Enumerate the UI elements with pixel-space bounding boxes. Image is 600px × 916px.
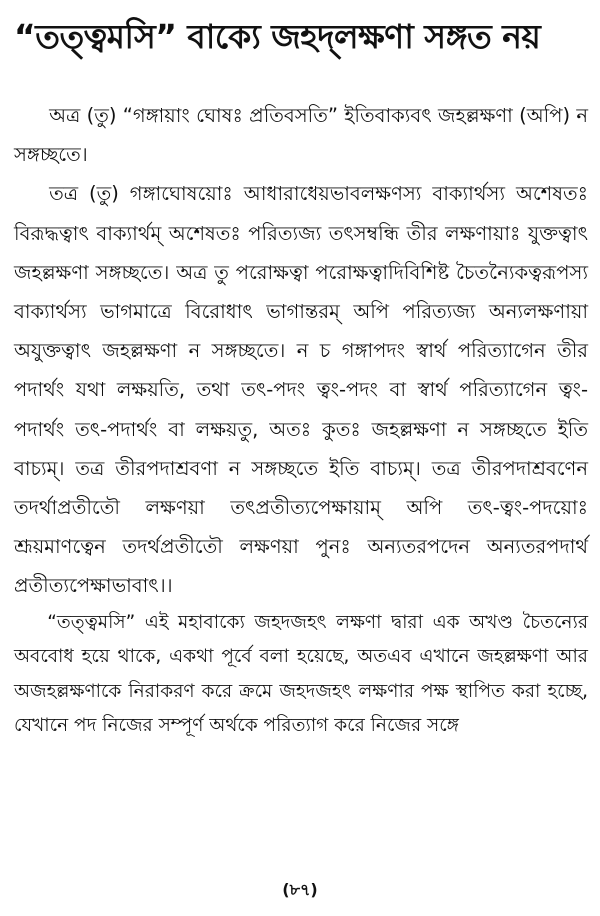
page-title: “তত্ত্বমসি” বাক্যে জহদ্‌লক্ষণা সঙ্গত নয় xyxy=(14,17,541,56)
page-number: (৮৭) xyxy=(282,880,318,899)
body-text xyxy=(14,96,588,744)
paragraph-1: অত্র (তু) “গঙ্গায়াং ঘোষঃ প্রতিবসতি” ইতিবাক্যবৎ জহল্লক্ষণা (অপি) ন সঙ্গচ্ছতে। xyxy=(14,104,588,167)
paragraph-3: “তত্ত্বমসি” এই মহাবাক্যে জহদজহৎ লক্ষণা দ্বারা এক অখণ্ড চৈতন্যের অববোধ হয়ে থাকে, একথা পূর্বে বলা হয়েছে, অতএব এখানে জহল্লক্ষণা আর অজহল্লক্ষণাকে নিরাকরণ করে ক্রমে জহদজহৎ লক্ষণার পক্ষ স্থাপিত করা হচ্ছে, যেখানে পদ নিজের সম্পূর্ণ অর্থকে পরিত্যাগ করে নিজের সঙ্গে xyxy=(14,611,588,737)
paragraph-2: তত্র (তু) গঙ্গাঘোষয়োঃ আধারাধেয়ভাবলক্ষণস্য বাক্যার্থস্য অশেষতঃ বিরূদ্ধত্বাৎ বাক্যার্থম্‌ অশেষতঃ পরিত্যজ্য তৎসম্বন্ধি তীর লক্ষণায়াঃ যুক্তত্বাৎ জহল্লক্ষণা সঙ্গচ্ছতে। অত্র তু পরোক্ষত্বা পরোক্ষত্বাদিবিশিষ্ট চৈতন্যৈকত্বরূপস্য বাক্যার্থস্য ভাগমাত্রে বিরোধাৎ ভাগান্তরম্‌ অপি পরিত্যজ্য অন্যলক্ষণায়া অযুক্তত্বাৎ জহল্লক্ষণা ন সঙ্গচ্ছতে। ন চ গঙ্গাপদং স্বার্থ পরিত্যাগেন তীর পদার্থং যথা লক্ষয়তি, তথা তৎ-পদং ত্বং-পদং বা স্বার্থ পরিত্যাগেন ত্বং-পদার্থং তৎ-পদার্থং বা লক্ষয়তু, অতঃ কুতঃ জহল্লক্ষণা ন সঙ্গচ্ছতে ইতি বাচ্যম্‌। তত্র তীরপদাশ্রবণা ন সঙ্গচ্ছতে ইতি বাচ্যম্‌। তত্র তীরপদাশ্রবণেন তদর্থাপ্রতীতৌ লক্ষণয়া তৎপ্রতীত্যপেক্ষায়াম্‌ অপি তৎ-ত্বং-পদয়োঃ শ্রূয়মাণত্বেন তদর্থপ্রতীতৌ লক্ষণয়া পুনঃ অন্যতরপদেন অন্যতরপদার্থ প্রতীত্যপেক্ষাভাবাৎ।। xyxy=(14,182,588,598)
